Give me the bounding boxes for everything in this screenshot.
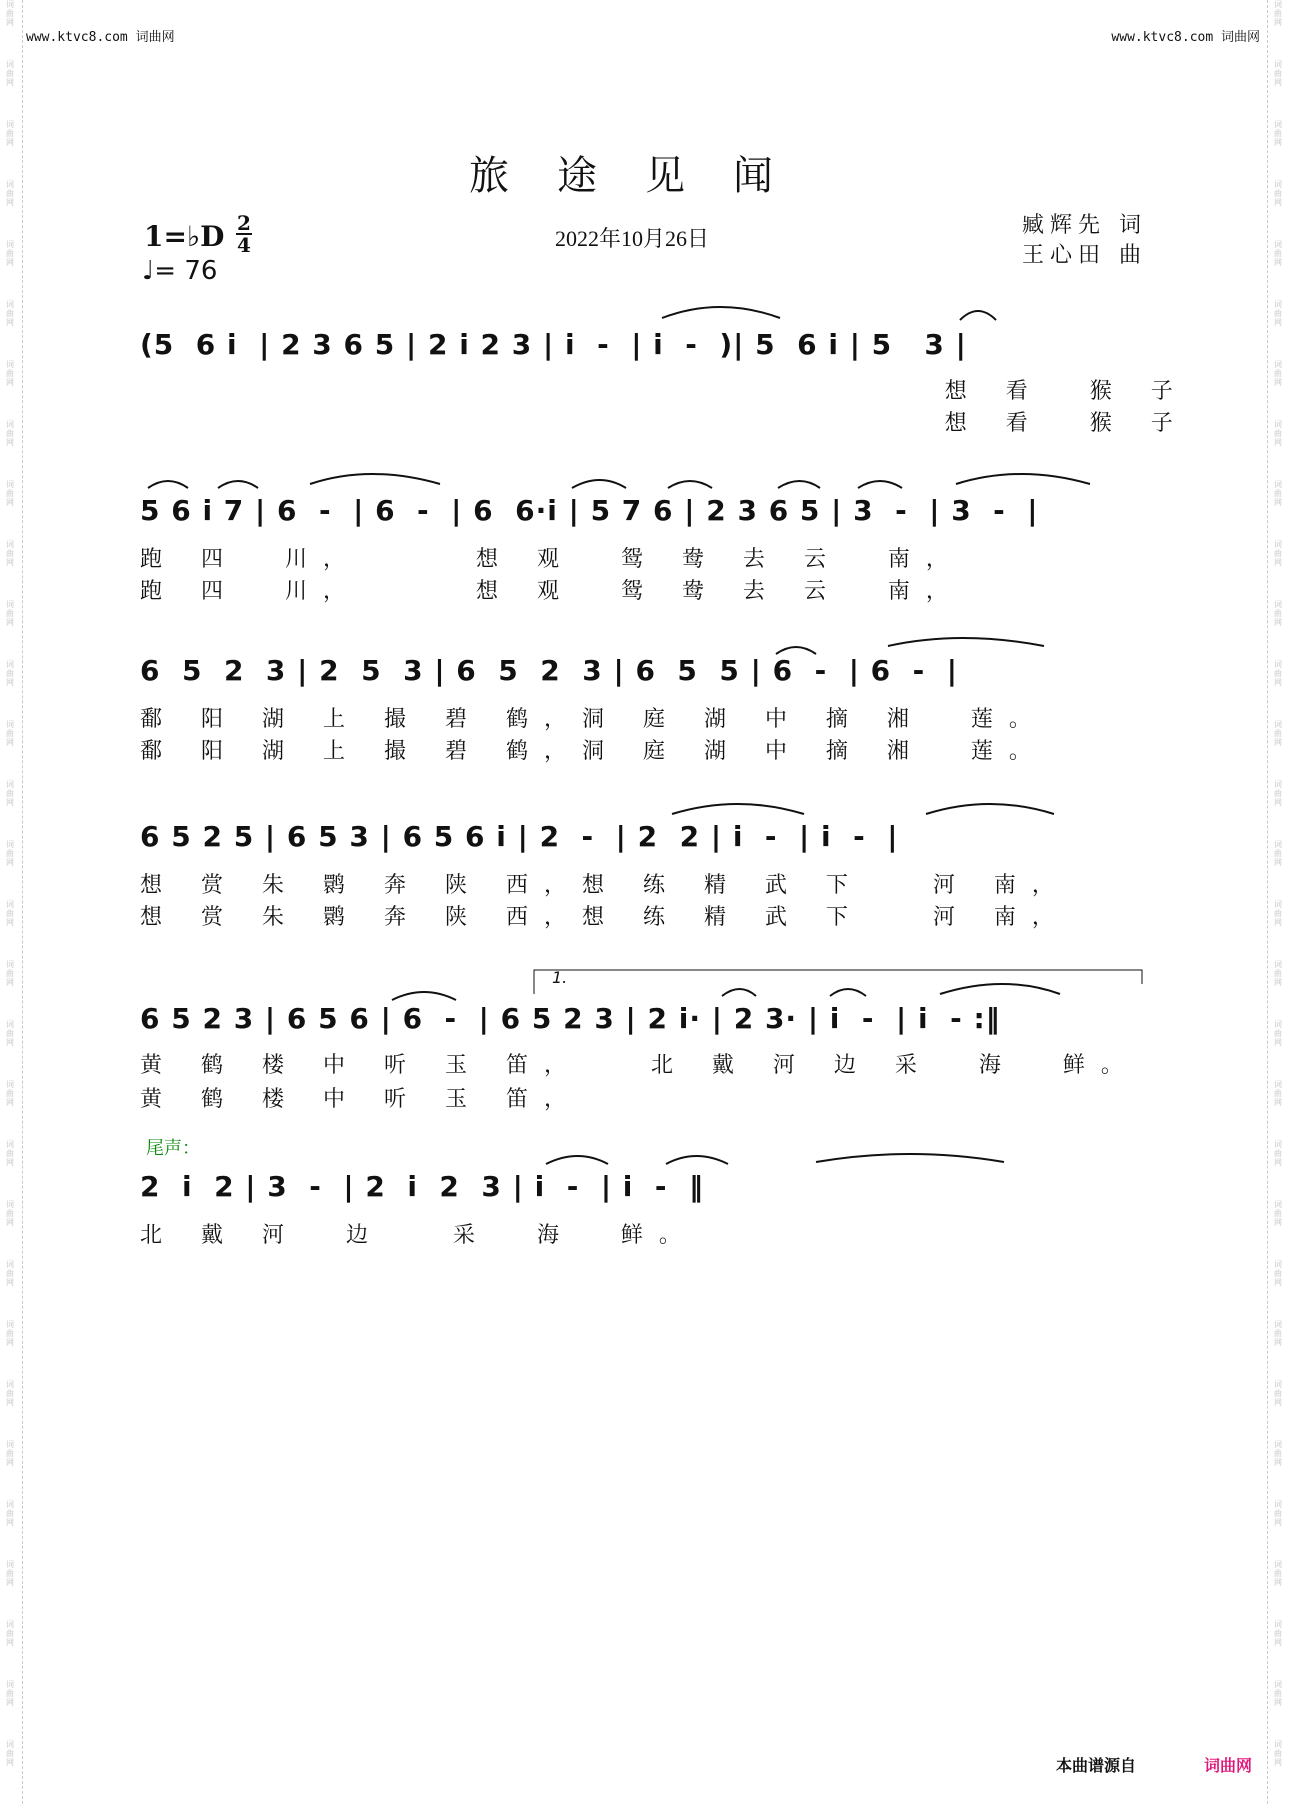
watermark-glyph: 词曲网 [1274,1260,1282,1287]
watermark-glyph: 词曲网 [1274,180,1282,207]
watermark-glyph: 词曲网 [1274,660,1282,687]
slur-tie [310,474,440,484]
watermark-glyph: 词曲网 [6,1500,14,1527]
site-url-left[interactable]: www.ktvc8.com 词曲网 [26,30,175,45]
score-line-1-lyrics-verse2: 想 看 猴 子 [140,411,1189,436]
watermark-glyph: 词曲网 [6,540,14,567]
slur-tie [672,804,804,814]
watermark-glyph: 词曲网 [6,1140,14,1167]
watermark-glyph: 词曲网 [1274,1080,1282,1107]
watermark-glyph: 词曲网 [6,1260,14,1287]
coda-section-label: 尾声： [146,1138,200,1159]
composition-date: 2022年10月26日 [555,226,710,251]
site-url-right[interactable]: www.ktvc8.com 词曲网 [1111,30,1260,45]
watermark-glyph: 词曲网 [1274,540,1282,567]
watermark-glyph: 词曲网 [1274,1020,1282,1047]
slur-tie [888,638,1044,646]
score-line-3-lyrics-verse1: 鄱 阳 湖 上 撮 碧 鹤，洞 庭 湖 中 摘 湘 莲。 [140,707,1047,732]
watermark-glyph: 词曲网 [1274,360,1282,387]
watermark-glyph: 词曲网 [6,0,14,27]
watermark-glyph: 词曲网 [1274,60,1282,87]
watermark-glyph: 词曲网 [6,360,14,387]
footer-source-label: 本曲谱源自 [1056,1756,1137,1775]
watermark-glyph: 词曲网 [1274,120,1282,147]
slur-tie [960,311,996,320]
watermark-glyph: 词曲网 [6,780,14,807]
watermark-glyph: 词曲网 [6,1320,14,1347]
watermark-glyph: 词曲网 [1274,1140,1282,1167]
slur-tie [218,481,258,488]
watermark-glyph: 词曲网 [1274,600,1282,627]
watermark-glyph: 词曲网 [6,960,14,987]
watermark-glyph: 词曲网 [6,1080,14,1107]
watermark-glyph: 词曲网 [6,1740,14,1767]
slur-tie [572,480,626,488]
watermark-glyph: 词曲网 [1274,1560,1282,1587]
watermark-glyph: 词曲网 [6,660,14,687]
watermark-glyph: 词曲网 [6,300,14,327]
watermark-glyph: 词曲网 [6,1440,14,1467]
watermark-glyph: 词曲网 [1274,1380,1282,1407]
watermark-glyph: 词曲网 [6,840,14,867]
slur-tie [816,1154,1004,1162]
score-line-6-lyrics: 北 戴 河 边 采 海 鲜。 [140,1223,697,1248]
song-title: 旅途见闻 [469,153,821,199]
slur-tie [662,307,780,318]
watermark-glyph: 词曲网 [1274,300,1282,327]
slur-tie [776,647,816,654]
lyricist-credit: 臧辉先 词 [1022,213,1147,238]
score-line-2-notes: 5 6 i 7 | 6 - | 6 - | 6 6·i | 5 7 6 | 2 3 6 5 | 3 - | 3 - | [140,494,1039,527]
watermark-glyph: 词曲网 [1274,480,1282,507]
watermark-glyph: 词曲网 [1274,1680,1282,1707]
footer-site-link[interactable]: 词曲网 [1204,1756,1253,1775]
watermark-glyph: 词曲网 [6,600,14,627]
watermark-glyph: 词曲网 [1274,1200,1282,1227]
score-line-5-lyrics-verse2: 黄 鹤 楼 中 听 玉 笛， [140,1087,582,1112]
score-line-1-notes: (5 6 i | 2 3 6 5 | 2 i 2 3 | i - | i - )| 5 6 i | 5 3 | [140,328,967,361]
watermark-glyph: 词曲网 [1274,960,1282,987]
watermark-glyph: 词曲网 [1274,1440,1282,1467]
tempo-marking: ♩= 76 [142,256,218,286]
score-line-5-lyrics-verse1: 黄 鹤 楼 中 听 玉 笛， 北 戴 河 边 采 海 鲜。 [140,1053,1139,1078]
watermark-glyph: 词曲网 [1274,840,1282,867]
watermark-glyph: 词曲网 [6,1680,14,1707]
score-line-4-notes: 6 5 2 5 | 6 5 3 | 6 5 6 i | 2 - | 2 2 | i - | i - | [140,820,899,853]
score-line-2-lyrics-verse2: 跑 四 川， 想 观 鸳 鸯 去 云 南， [140,579,964,604]
slur-tie [926,804,1054,814]
watermark-glyph: 词曲网 [6,60,14,87]
watermark-glyph: 词曲网 [1274,900,1282,927]
score-line-6-notes: 2 i 2 | 3 - | 2 i 2 3 | i - | i - ‖ [140,1170,704,1203]
score-line-3-lyrics-verse2: 鄱 阳 湖 上 撮 碧 鹤，洞 庭 湖 中 摘 湘 莲。 [140,739,1047,764]
watermark-glyph: 词曲网 [1274,720,1282,747]
score-line-5-notes: 6 5 2 3 | 6 5 6 | 6 - | 6 5 2 3 | 2 i· | 2 3· | i - | i - :‖ [140,1002,1001,1035]
watermark-glyph: 词曲网 [1274,240,1282,267]
watermark-glyph: 词曲网 [6,420,14,447]
score-line-4-lyrics-verse2: 想 赏 朱 鹮 奔 陕 西，想 练 精 武 下 河 南， [140,905,1070,930]
watermark-glyph: 词曲网 [6,120,14,147]
slur-tie [392,992,456,1000]
watermark-glyph: 词曲网 [1274,1500,1282,1527]
score-line-3-notes: 6 5 2 3 | 2 5 3 | 6 5 2 3 | 6 5 5 | 6 - | 6 - | [140,654,958,687]
watermark-glyph: 词曲网 [1274,1620,1282,1647]
composer-credit: 王心田 曲 [1022,243,1147,268]
slur-tie [722,989,756,996]
score-line-2-lyrics-verse1: 跑 四 川， 想 观 鸳 鸯 去 云 南， [140,547,964,572]
slur-tie [830,989,866,996]
key-signature: 1=♭D [144,220,225,253]
watermark-glyph: 词曲网 [6,720,14,747]
watermark-glyph: 词曲网 [1274,420,1282,447]
watermark-glyph: 词曲网 [6,1560,14,1587]
watermark-glyph: 词曲网 [6,1020,14,1047]
watermark-glyph: 词曲网 [6,180,14,207]
time-signature-top: 2 [237,211,251,235]
score-line-1-lyrics-verse1: 想 看 猴 子 [140,379,1189,404]
watermark-glyph: 词曲网 [6,1380,14,1407]
slur-tie [148,481,188,488]
watermark-glyph: 词曲网 [1274,780,1282,807]
slur-tie [666,1156,728,1164]
slur-tie [546,1156,608,1164]
slur-tie [668,481,712,488]
watermark-glyph: 词曲网 [6,900,14,927]
watermark-glyph: 词曲网 [1274,0,1282,27]
slur-tie [778,481,820,488]
watermark-glyph: 词曲网 [6,1620,14,1647]
watermark-glyph: 词曲网 [6,240,14,267]
first-ending-label: 1. [552,968,568,987]
watermark-glyph: 词曲网 [1274,1740,1282,1767]
slur-tie [940,984,1060,994]
score-line-4-lyrics-verse1: 想 赏 朱 鹮 奔 陕 西，想 练 精 武 下 河 南， [140,873,1070,898]
slur-tie [956,474,1090,484]
time-signature-bottom: 4 [237,233,251,257]
watermark-glyph: 词曲网 [6,1200,14,1227]
watermark-glyph: 词曲网 [6,480,14,507]
slur-tie [858,481,902,488]
watermark-glyph: 词曲网 [1274,1320,1282,1347]
